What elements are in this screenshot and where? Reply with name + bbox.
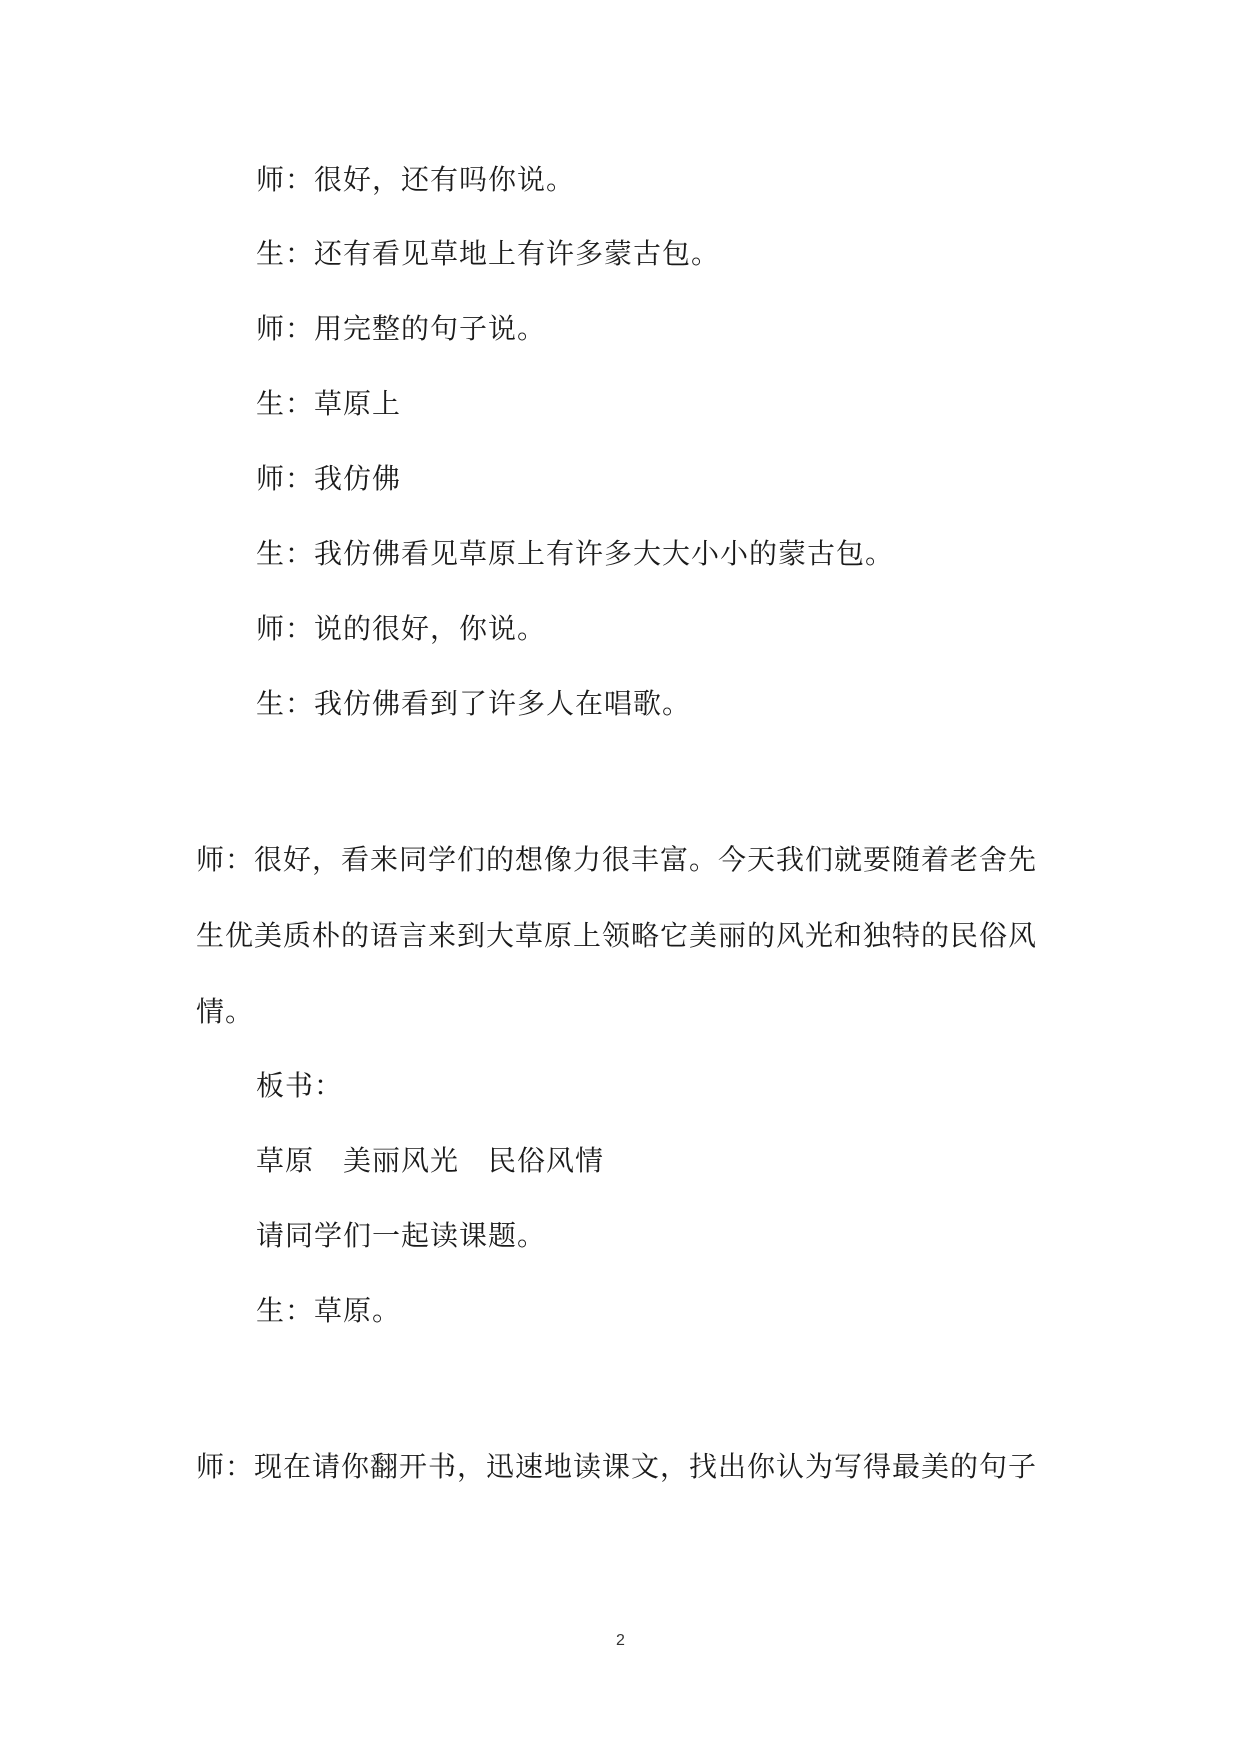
dialogue-line: 师：很好，还有吗你说。	[256, 163, 576, 196]
board-label: 板书：	[256, 1069, 344, 1102]
paragraph-line: 生优美质朴的语言来到大草原上领略它美丽的风光和独特的民俗风	[196, 919, 1038, 952]
paragraph-line: 情。	[196, 995, 255, 1028]
page-number: 2	[616, 1632, 625, 1649]
dialogue-line: 生：草原上	[256, 387, 402, 420]
dialogue-line: 生：还有看见草地上有许多蒙古包。	[256, 237, 721, 270]
paragraph-line: 师：很好，看来同学们的想像力很丰富。今天我们就要随着老舍先	[196, 843, 1038, 876]
board-content: 草原 美丽风光 民俗风情	[256, 1144, 605, 1177]
dialogue-line: 师：用完整的句子说。	[256, 312, 547, 345]
paragraph-line: 师：现在请你翻开书，迅速地读课文，找出你认为写得最美的句子	[196, 1450, 1038, 1483]
dialogue-line: 生：我仿佛看到了许多人在唱歌。	[256, 687, 692, 720]
dialogue-line: 生：我仿佛看见草原上有许多大大小小的蒙古包。	[256, 537, 895, 570]
paragraph	[196, 840, 1046, 1032]
dialogue-line: 请同学们一起读课题。	[256, 1219, 547, 1252]
dialogue-line: 生：草原。	[256, 1294, 402, 1327]
dialogue-line: 师：我仿佛	[256, 462, 402, 495]
paragraph	[196, 1447, 1046, 1487]
dialogue-line: 师：说的很好，你说。	[256, 612, 547, 645]
